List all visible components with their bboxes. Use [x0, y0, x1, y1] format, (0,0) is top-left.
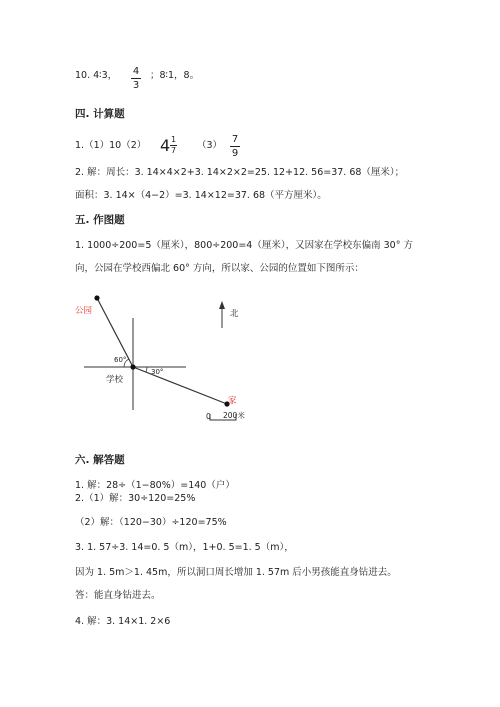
section-5-title: 五. 作图题 — [75, 214, 125, 226]
fraction-denominator: 3 — [132, 80, 140, 91]
drawing-q1-line1: 1. 1000÷200=5（厘米），800÷200=4（厘米），又因家在学校东偏南 30° 方 — [75, 240, 413, 251]
fraction-numerator: 7 — [231, 134, 239, 145]
line-to-home — [133, 367, 227, 404]
drawing-q1-line2: 向，公园在学校西偏北 60° 方向，所以家、公园的位置如下图所示： — [75, 263, 364, 274]
calc-q1-part1: 1.（1）10（2） — [75, 140, 147, 151]
north-arrow-icon — [219, 301, 225, 309]
mixed-denominator: 7 — [170, 146, 177, 155]
section-4-title: 四. 计算题 — [75, 108, 125, 120]
solve-line-2: 2.（1）解：30÷120=25% — [75, 493, 196, 504]
north-label: 北 — [230, 309, 239, 319]
angle-60-label: 60° — [114, 356, 127, 364]
angle-arc-home — [146, 367, 147, 372]
section-6-title: 六. 解答题 — [75, 454, 125, 466]
scale-200m-label: 200米 — [223, 411, 245, 420]
calc-q1-part3: （3） — [197, 140, 223, 151]
answer-10-prefix: 10. 4∶3， — [75, 70, 118, 81]
solve-line-1: 1. 解：28÷（1−80%）=140（户） — [75, 480, 235, 491]
solve-line-3: （2）解：（120−30）÷120=75% — [75, 517, 227, 528]
answer-10-suffix: ；8∶1，8。 — [150, 70, 200, 81]
park-label: 公园 — [75, 306, 93, 316]
angle-30-label: 30° — [151, 368, 164, 376]
school-label: 学校 — [106, 375, 124, 385]
solve-line-6: 答：能直身钻进去。 — [75, 590, 161, 601]
solve-line-7: 4. 解：3. 14×1. 2×6 — [75, 616, 171, 627]
school-point — [130, 364, 135, 369]
scale-zero-label: 0 — [206, 412, 211, 421]
park-point — [94, 295, 99, 300]
calc-q2-line2: 面积：3. 14×（4−2）=3. 14×12=37. 68（平方厘米）。 — [75, 190, 327, 201]
home-label: 家 — [228, 396, 237, 406]
solve-line-5: 因为 1. 5m＞1. 45m，所以洞口周长增加 1. 57m 后小男孩能直身钻进去。 — [75, 567, 397, 578]
calc-q2-line1: 2. 解：周长：3. 14×4×2+3. 14×2×2=25. 12+12. 56=37. 68（厘米）； — [75, 167, 405, 178]
mixed-number-whole: 4 — [160, 136, 171, 155]
fraction-denominator: 9 — [231, 148, 239, 159]
fraction-numerator: 4 — [132, 66, 140, 77]
solve-line-4: 3. 1. 57÷3. 14=0. 5（m），1+0. 5=1. 5（m）， — [75, 542, 294, 553]
mixed-numerator: 1 — [170, 135, 177, 144]
